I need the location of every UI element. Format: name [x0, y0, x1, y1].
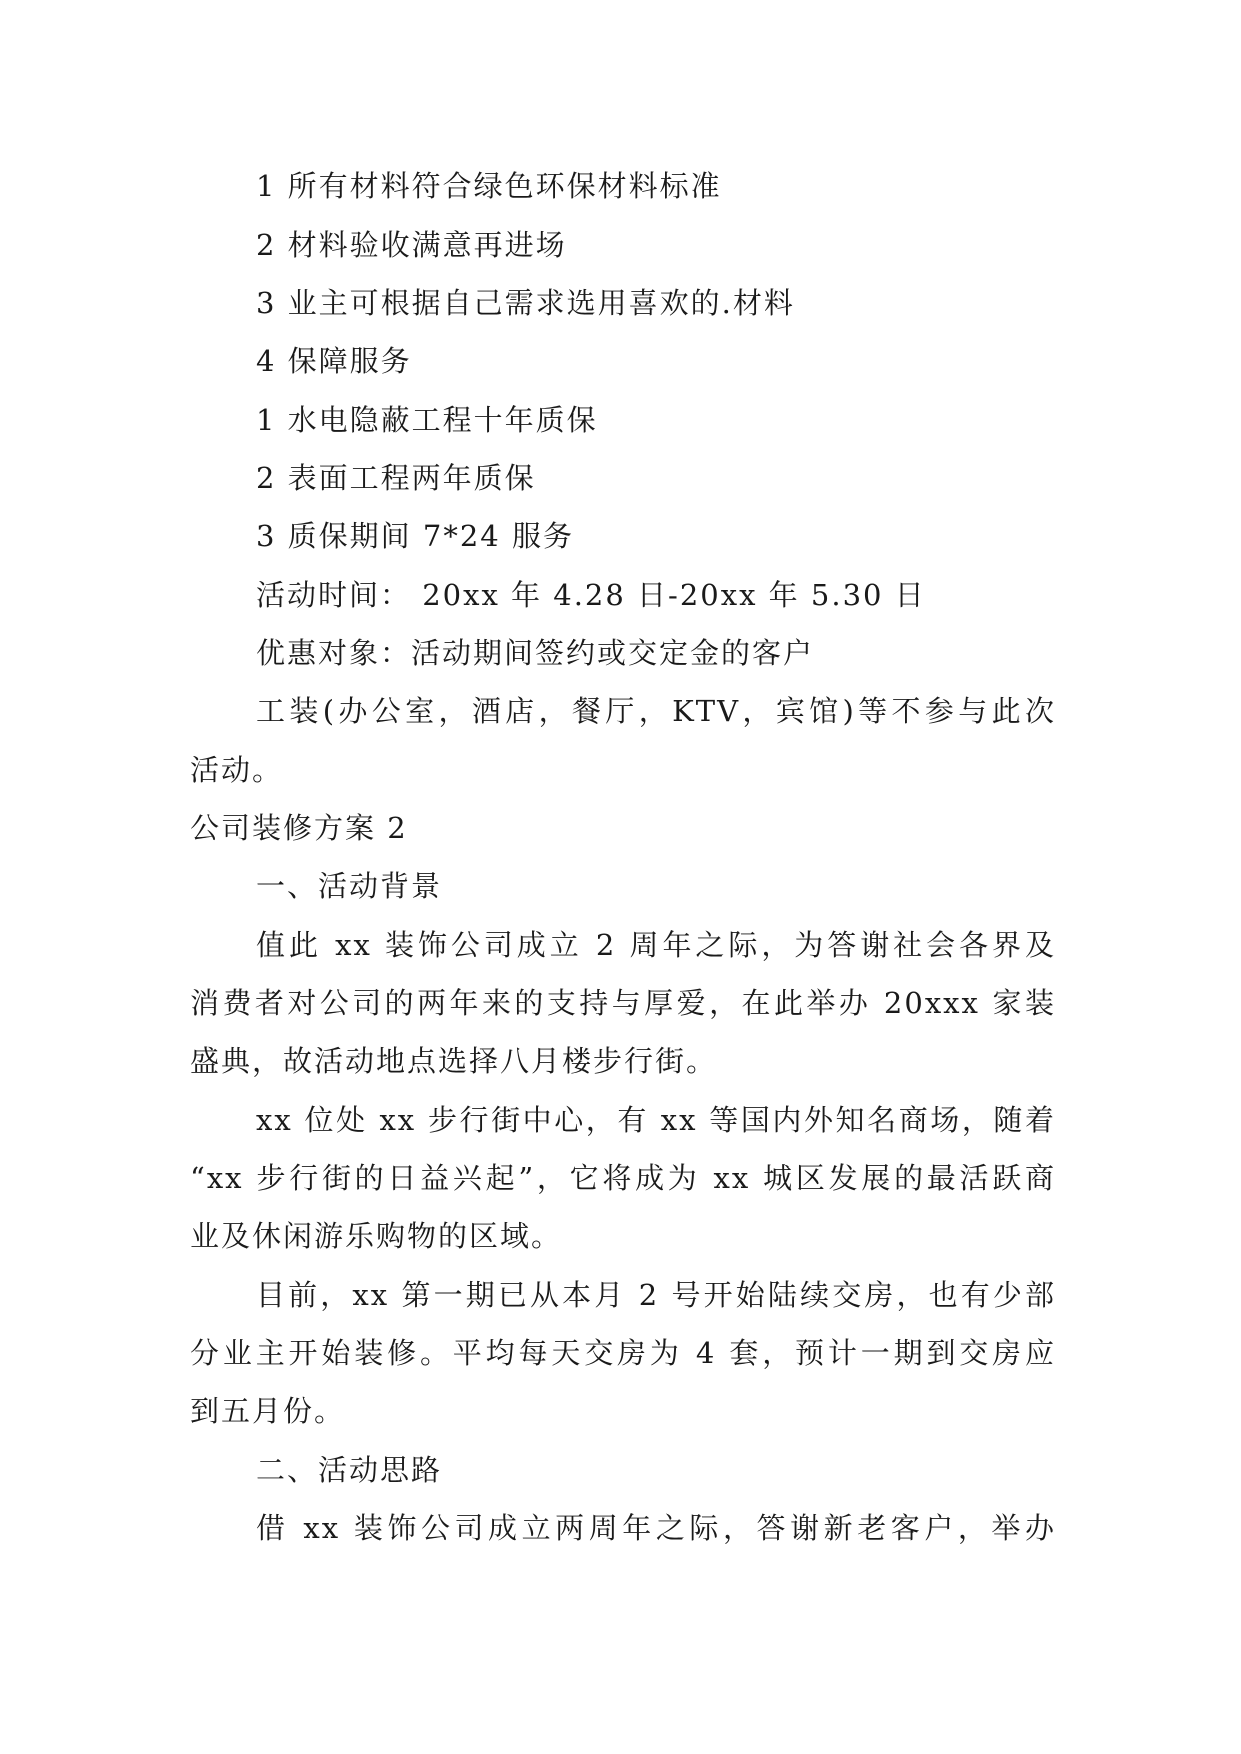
text-line: 值此 xx 装饰公司成立 2 周年之际，为答谢社会各界及 — [256, 928, 1056, 962]
text-line: 目前，xx 第一期已从本月 2 号开始陆续交房，也有少部 — [256, 1278, 1056, 1312]
text-line: 消费者对公司的两年来的支持与厚爱，在此举办 20xxx 家装 — [190, 986, 1056, 1020]
text-line: 分业主开始装修。平均每天交房为 4 套，预计一期到交房应 — [190, 1336, 1056, 1370]
text-line: 1 所有材料符合绿色环保材料标准 — [256, 169, 722, 203]
text-line: 借 xx 装饰公司成立两周年之际，答谢新老客户，举办 — [256, 1511, 1056, 1545]
text-line: 4 保障服务 — [256, 344, 412, 378]
text-line: 到五月份。 — [190, 1394, 346, 1428]
text-line: xx 位处 xx 步行街中心，有 xx 等国内外知名商场，随着 — [256, 1103, 1056, 1137]
subsection-heading: 二、活动思路 — [256, 1453, 443, 1487]
text-line: 业及休闲游乐购物的区域。 — [190, 1219, 563, 1253]
text-line: 2 材料验收满意再进场 — [256, 228, 567, 262]
text-line: 活动时间： 20xx 年 4.28 日-20xx 年 5.30 日 — [256, 578, 926, 612]
text-line: 2 表面工程两年质保 — [256, 461, 536, 495]
text-line: 1 水电隐蔽工程十年质保 — [256, 403, 598, 437]
text-line: “xx 步行街的日益兴起”，它将成为 xx 城区发展的最活跃商 — [190, 1161, 1056, 1195]
text-line: 活动。 — [190, 753, 284, 787]
text-line: 3 质保期间 7*24 服务 — [256, 519, 574, 553]
subsection-heading: 一、活动背景 — [256, 869, 443, 903]
section-heading: 公司装修方案 2 — [190, 811, 408, 845]
text-line: 工装(办公室，酒店，餐厅，KTV，宾馆)等不参与此次 — [256, 694, 1056, 728]
text-line: 盛典，故活动地点选择八月楼步行街。 — [190, 1044, 718, 1078]
text-line: 优惠对象：活动期间签约或交定金的客户 — [256, 636, 815, 670]
text-line: 3 业主可根据自己需求选用喜欢的.材料 — [256, 286, 795, 320]
